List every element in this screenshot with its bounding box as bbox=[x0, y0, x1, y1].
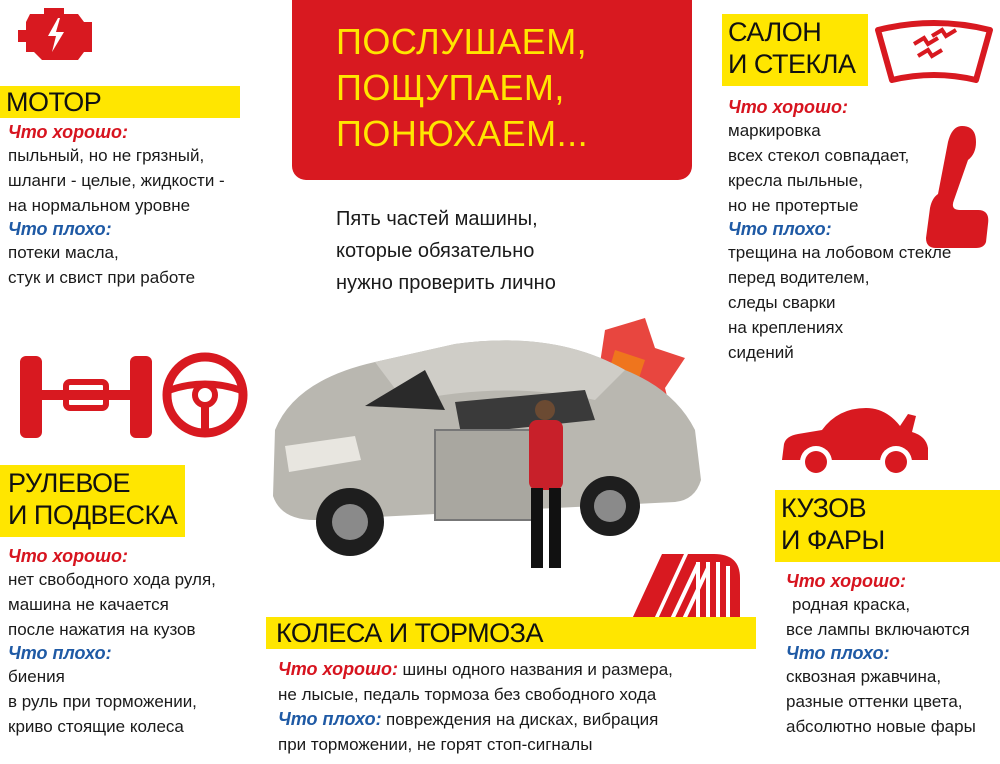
salon-bad-1: трещина на лобовом стекле bbox=[728, 243, 952, 262]
windshield-icon bbox=[872, 18, 996, 86]
body-good-label: Что хорошо: bbox=[786, 571, 907, 591]
hero-line-1: ПОСЛУШАЕМ, bbox=[336, 21, 588, 62]
salon-title-2: И СТЕКЛА bbox=[728, 49, 856, 79]
car-photo-illustration bbox=[255, 310, 715, 580]
steering-bad-label: Что плохо: bbox=[8, 643, 112, 663]
body-good-1: родная краска, bbox=[792, 595, 911, 614]
salon-bad-label: Что плохо: bbox=[728, 219, 832, 239]
steering-good-3: после нажатия на кузов bbox=[8, 620, 196, 639]
wheels-bad-1: повреждения на дисках, вибрация bbox=[386, 710, 659, 729]
body-title-2: И ФАРЫ bbox=[781, 525, 885, 555]
salon-good-1: маркировка bbox=[728, 121, 821, 140]
salon-title-1: САЛОН bbox=[728, 17, 822, 47]
steering-good-2: машина не качается bbox=[8, 595, 169, 614]
axle-icon bbox=[16, 352, 156, 442]
salon-good-label: Что хорошо: bbox=[728, 97, 849, 117]
salon-title bbox=[722, 14, 868, 86]
motor-block bbox=[8, 121, 225, 290]
body-bad-2: разные оттенки цвета, bbox=[786, 692, 963, 711]
motor-bad-1: потеки масла, bbox=[8, 243, 119, 262]
salon-bad-4: на креплениях bbox=[728, 318, 844, 337]
salon-bad-3: следы сварки bbox=[728, 293, 836, 312]
steering-good-label: Что хорошо: bbox=[8, 546, 129, 566]
steering-bad-1: биения bbox=[8, 667, 65, 686]
body-good-2: все лампы включаются bbox=[786, 620, 970, 639]
hero-subtitle-2: которые обязательно bbox=[336, 240, 535, 262]
salon-bad-2: перед водителем, bbox=[728, 268, 870, 287]
hero-subtitle-1: Пять частей машины, bbox=[336, 208, 538, 230]
body-bad-3: абсолютно новые фары bbox=[786, 717, 976, 736]
motor-good-label: Что хорошо: bbox=[8, 122, 129, 142]
motor-good-3: на нормальном уровне bbox=[8, 196, 191, 215]
hero-banner bbox=[292, 0, 692, 180]
wheels-bad-2: при торможении, не горят стоп-сигналы bbox=[278, 735, 593, 754]
car-body-icon bbox=[776, 400, 936, 482]
salon-block bbox=[728, 96, 951, 365]
steering-title bbox=[0, 465, 185, 537]
motor-bad-2: стук и свист при работе bbox=[8, 268, 196, 287]
wheels-good-1: шины одного названия и размера, bbox=[402, 660, 673, 679]
motor-bad-label: Что плохо: bbox=[8, 219, 112, 239]
wheels-block bbox=[278, 657, 673, 757]
hero-subtitle-3: нужно проверить лично bbox=[336, 272, 556, 294]
body-bad-label: Что плохо: bbox=[786, 643, 890, 663]
steering-block bbox=[8, 545, 216, 739]
hero-line-2: ПОЩУПАЕМ, bbox=[336, 67, 565, 108]
steering-bad-3: криво стоящие колеса bbox=[8, 717, 184, 736]
hero-line-3: ПОНЮХАЕМ... bbox=[336, 113, 589, 154]
body-title-1: КУЗОВ bbox=[781, 493, 867, 523]
salon-good-2: всех стекол совпадает, bbox=[728, 146, 910, 165]
body-title bbox=[775, 490, 1000, 562]
steering-bad-2: в руль при торможении, bbox=[8, 692, 197, 711]
steering-title-2: И ПОДВЕСКА bbox=[8, 500, 178, 530]
wheels-good-label: Что хорошо: bbox=[278, 659, 399, 679]
motor-good-1: пыльный, но не грязный, bbox=[8, 146, 205, 165]
motor-good-2: шланги - целые, жидкости - bbox=[8, 171, 225, 190]
wheels-title: КОЛЕСА И ТОРМОЗА bbox=[266, 617, 756, 649]
wheels-bad-label: Что плохо: bbox=[278, 709, 382, 729]
motor-title: МОТОР bbox=[0, 86, 240, 118]
wheels-good-2: не лысые, педаль тормоза без свободного хода bbox=[278, 685, 657, 704]
steering-good-1: нет свободного хода руля, bbox=[8, 570, 216, 589]
body-block bbox=[786, 570, 976, 739]
salon-good-4: но не протертые bbox=[728, 196, 859, 215]
steering-wheel-icon bbox=[160, 350, 250, 440]
body-bad-1: сквозная ржавчина, bbox=[786, 667, 942, 686]
salon-bad-5: сидений bbox=[728, 343, 794, 362]
salon-good-3: кресла пыльные, bbox=[728, 171, 863, 190]
steering-title-1: РУЛЕВОЕ bbox=[8, 468, 131, 498]
engine-icon bbox=[14, 4, 96, 66]
